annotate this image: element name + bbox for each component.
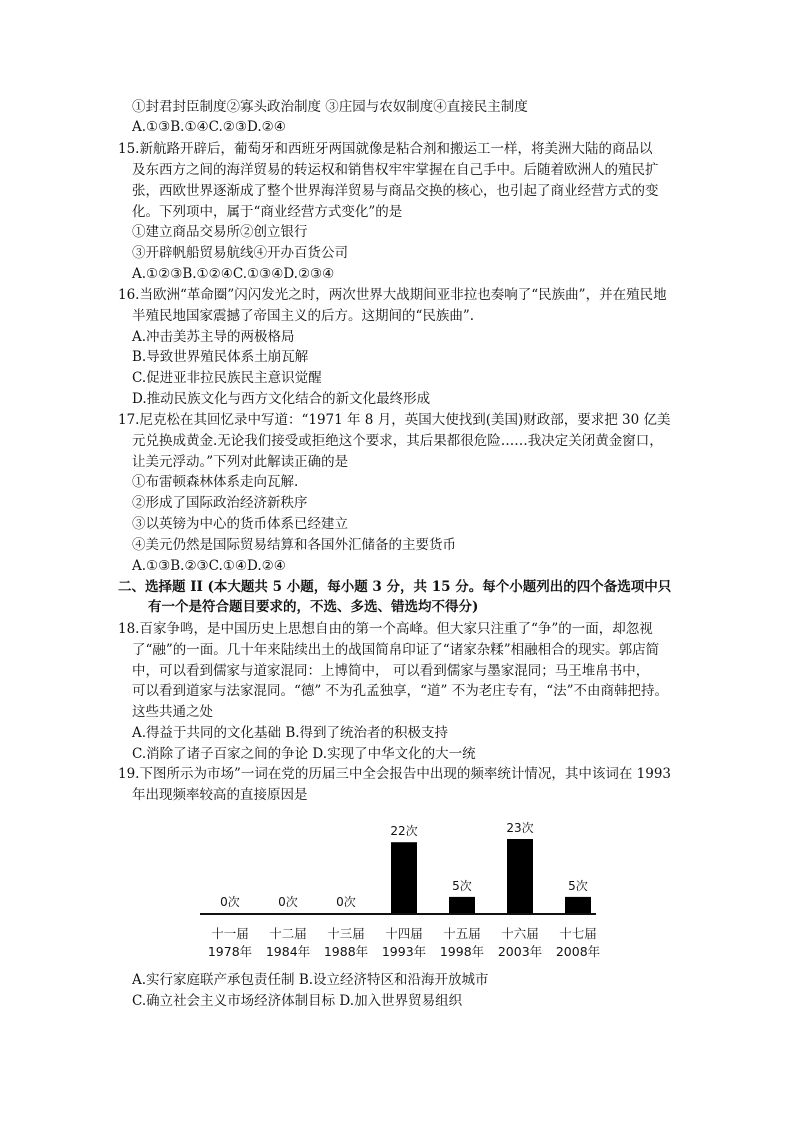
year-label-6: 2008年 (555, 944, 601, 959)
q14-options: A.①③B.①④C.②③D.②④ (132, 119, 286, 135)
category-label-5: 十六届 (501, 926, 539, 941)
category-label-0: 十一届 (211, 926, 249, 941)
q19-stem-1: 19.下图所示为市场”一词在党的历届三中全会报告中出现的频率统计情况，其中该词在 1993 (118, 766, 672, 782)
q15-stem-1: 15.新航路开辟后，葡萄牙和西班牙两国就像是粘合剂和搬运工一样，将美洲大陆的商品以 (118, 141, 653, 157)
q19-options-cd: C.确立社会主义市场经济体制目标 D.加入世界贸易组织 (132, 993, 463, 1009)
category-label-4: 十五届 (443, 926, 481, 941)
category-label-1: 十二届 (269, 926, 307, 941)
year-label-3: 1993年 (381, 944, 427, 959)
year-label-4: 1998年 (439, 944, 485, 959)
year-label-5: 2003年 (497, 944, 543, 959)
q14-items: ①封君封臣制度②寡头政治制度 ③庄园与农奴制度④直接民主制度 (132, 99, 528, 115)
q17-item-2: ②形成了国际政治经济新秩序 (132, 495, 308, 511)
data-label-0: 0次 (220, 895, 240, 909)
q19-options-ab: A.实行家庭联产承包责任制 B.设立经济特区和沿海开放城市 (132, 972, 489, 988)
year-label-0: 1978年 (207, 944, 253, 959)
q17-stem-3: 让美元浮动。”下列对此解读正确的是 (132, 454, 349, 470)
q15-items-1: ①建立商品交易所②创立银行 (132, 224, 308, 240)
q18-options-cd: C.消除了诸子百家之间的争论 D.实现了中华文化的大一统 (132, 746, 476, 762)
q15-stem-3: 张，西欧世界逐渐成了整个世界海洋贸易与商品交换的核心，也引起了商业经营方式的变 (132, 183, 659, 199)
q18-stem-4: 可以看到道家与法家混同。“德” 不为孔孟独享，“道” 不为老庄专有，“法”不由商韩把持。 (132, 683, 668, 699)
category-label-2: 十三届 (327, 926, 365, 941)
year-label-1: 1984年 (265, 944, 311, 959)
chart-bars (391, 839, 591, 913)
category-label-6: 十七届 (559, 926, 597, 941)
data-label-6: 5次 (568, 878, 588, 893)
category-label-3: 十四届 (385, 926, 423, 941)
q19-stem-2: 年出现频率较高的直接原因是 (132, 787, 308, 803)
q16-option-c: C.促进亚非拉民族民主意识觉醒 (132, 370, 322, 386)
q15-stem-4: 化。下列项中，属于“商业经营方式变化”的是 (132, 204, 403, 220)
q17-stem-1: 17.尼克松在其回忆录中写道：“1971 年 8 月，英国大使找到(美国)财政部，要求把 30 亿美 (118, 412, 671, 428)
bar-3 (391, 842, 417, 913)
data-label-3: 22次 (390, 824, 418, 839)
q16-option-b: B.导致世界殖民体系土崩瓦解 (132, 349, 309, 365)
data-label-1: 0次 (278, 895, 298, 909)
q16-option-a: A.冲击美苏主导的两极格局 (132, 329, 295, 345)
q17-item-4: ④美元仍然是国际贸易结算和各国外汇储备的主要货币 (132, 537, 456, 553)
bar-4 (449, 897, 475, 913)
q18-options-ab: A.得益于共同的文化基础 B.得到了统治者的积极支持 (132, 725, 449, 741)
section2-heading-2: 有一个是符合题目要求的，不选、多选、错选均不得分) (148, 599, 479, 615)
q15-stem-2: 及东西方之间的海洋贸易的转运权和销售权牢牢掌握在自己手中。后随着欧洲人的殖民扩 (132, 162, 659, 178)
q17-stem-2: 元兑换成黄金.无论我们接受或拒绝这个要求，其后果都很危险……我决定关闭黄金窗口， (132, 433, 663, 449)
q15-items-2: ③开辟帆船贸易航线④开办百货公司 (132, 245, 348, 261)
q16-stem-1: 16.当欧洲“革命圈”闪闪发光之时，两次世界大战期间亚非拉也奏响了“民族曲”，并在殖民地 (118, 287, 667, 303)
q15-options: A.①②③B.①②④C.①③④D.②③④ (132, 266, 335, 282)
q18-stem-5: 这些共通之处 (132, 704, 213, 720)
q16-option-d: D.推动民族文化与西方文化结合的新文化最终形成 (132, 391, 431, 407)
year-label-2: 1988年 (323, 944, 369, 959)
section2-heading-1: 二、选择题 II (本大题共 5 小题，每小题 3 分，共 15 分。每个小题列出的四个备选项中只 (118, 579, 672, 595)
q18-stem-2: 了“融”的一面。几十年来陆续出土的战国简帛印证了“诸家杂糅”相融相合的现实。郭店简 (132, 642, 660, 658)
market-frequency-chart (190, 808, 610, 968)
bar-6 (565, 897, 591, 913)
q17-options: A.①③B.②③C.①④D.②④ (132, 558, 286, 574)
q17-item-3: ③以英镑为中心的货币体系已经建立 (132, 516, 348, 532)
data-label-4: 5次 (452, 878, 472, 893)
data-label-2: 0次 (336, 895, 356, 909)
bar-5 (507, 839, 533, 913)
q16-stem-2: 半殖民地国家震撼了帝国主义的后方。这期间的“民族曲”. (132, 308, 475, 324)
q18-stem-3: 中，可以看到儒家与道家混同：上博简中， 可以看到儒家与墨家混同；马王堆帛书中， (132, 663, 650, 679)
q18-stem-1: 18.百家争鸣，是中国历史上思想自由的第一个高峰。但大家只注重了“争”的一面，却忽视 (118, 621, 653, 637)
data-label-5: 23次 (506, 821, 534, 835)
q17-item-1: ①布雷顿森林体系走向瓦解. (132, 474, 299, 490)
